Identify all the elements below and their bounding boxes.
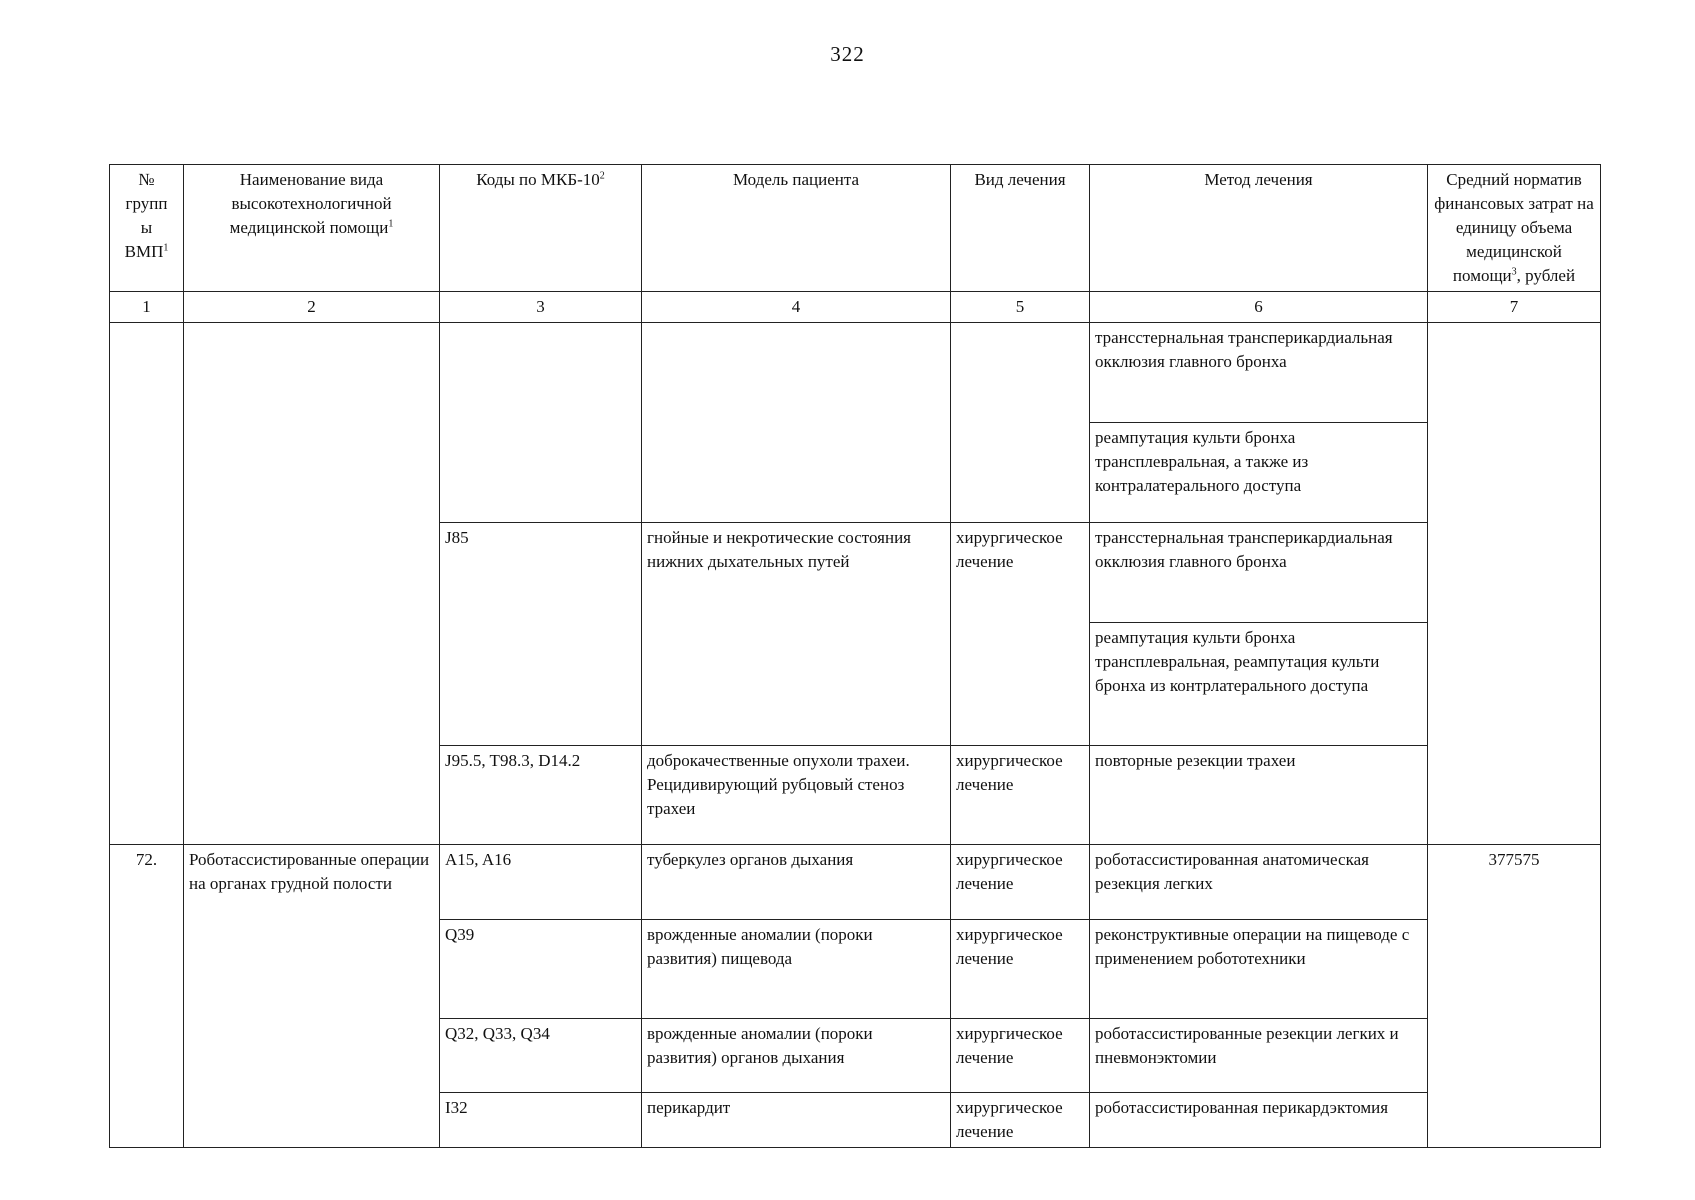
- header-treatment-type: Вид лечения: [951, 165, 1090, 292]
- cell-code: A15, A16: [440, 845, 642, 920]
- cell-model: перикардит: [642, 1093, 951, 1148]
- cell-type: хирургическое лечение: [951, 1019, 1090, 1093]
- cell-group-number: 72.: [110, 845, 184, 1148]
- cell-method: трансстернальная трансперикардиальная окклюзия главного бронха: [1090, 323, 1428, 423]
- table-header-row: [110, 165, 1601, 292]
- cell-group-number-empty: [110, 323, 184, 845]
- cell-cost-empty: [1428, 323, 1601, 845]
- cell-type: хирургическое лечение: [951, 845, 1090, 920]
- cell-care-name: Роботассистированные операции на органах грудной полости: [184, 845, 440, 1148]
- cell-code: J95.5, T98.3, D14.2: [440, 746, 642, 845]
- cell-method: роботассистированные резекции легких и пневмонэктомии: [1090, 1019, 1428, 1093]
- cell-care-name-empty: [184, 323, 440, 845]
- cell-model: туберкулез органов дыхания: [642, 845, 951, 920]
- cell-type: хирургическое лечение: [951, 920, 1090, 1019]
- cell-type-empty: [951, 323, 1090, 523]
- cell-method: повторные резекции трахеи: [1090, 746, 1428, 845]
- col-number-2: 2: [184, 292, 440, 323]
- cell-method: трансстернальная трансперикардиальная окклюзия главного бронха: [1090, 523, 1428, 623]
- header-care-type-name: Наименование вида высокотехнологичной медицинской помощи$^1$: [184, 165, 440, 292]
- col-number-7: 7: [1428, 292, 1601, 323]
- table-row: [110, 845, 1601, 920]
- header-icd-codes: Коды по МКБ-$10^2$: [440, 165, 642, 292]
- cell-model: доброкачественные опухоли трахеи. Рецидивирующий рубцовый стеноз трахеи: [642, 746, 951, 845]
- cell-code-empty: [440, 323, 642, 523]
- cell-type: хирургическое лечение: [951, 746, 1090, 845]
- col-number-1: 1: [110, 292, 184, 323]
- cell-method: роботассистированная перикардэктомия: [1090, 1093, 1428, 1148]
- page-number: 322: [830, 42, 865, 66]
- cell-code: Q39: [440, 920, 642, 1019]
- cell-model: врожденные аномалии (пороки развития) пищевода: [642, 920, 951, 1019]
- cell-method: реампутация культи бронха трансплевральная, реампутация культи бронха из контрлатерального доступа: [1090, 623, 1428, 746]
- cell-type: хирургическое лечение: [951, 523, 1090, 746]
- cell-model: врожденные аномалии (пороки развития) органов дыхания: [642, 1019, 951, 1093]
- cell-code: J85: [440, 523, 642, 746]
- col-number-4: 4: [642, 292, 951, 323]
- cell-code: Q32, Q33, Q34: [440, 1019, 642, 1093]
- cell-cost: 377575: [1428, 845, 1601, 1148]
- column-numbers-row: [110, 292, 1601, 323]
- cell-type: хирургическое лечение: [951, 1093, 1090, 1148]
- cell-method: реконструктивные операции на пищеводе с применением робототехники: [1090, 920, 1428, 1019]
- cell-method: роботассистированная анатомическая резекция легких: [1090, 845, 1428, 920]
- vmp-table: [109, 164, 1601, 1148]
- col-number-3: 3: [440, 292, 642, 323]
- cell-code: I32: [440, 1093, 642, 1148]
- table-row: [110, 323, 1601, 423]
- header-treatment-method: Метод лечения: [1090, 165, 1428, 292]
- cell-method: реампутация культи бронха трансплевральная, а также из контралатерального доступа: [1090, 423, 1428, 523]
- header-group-number: № групп ы ВМП$^1$: [110, 165, 184, 292]
- cell-model: гнойные и некротические состояния нижних дыхательных путей: [642, 523, 951, 746]
- header-patient-model: Модель пациента: [642, 165, 951, 292]
- col-number-5: 5: [951, 292, 1090, 323]
- col-number-6: 6: [1090, 292, 1428, 323]
- cell-model-empty: [642, 323, 951, 523]
- header-avg-cost: Средний норматив финансовых затрат на единицу объема медицинской помощи$^3$, рублей: [1428, 165, 1601, 292]
